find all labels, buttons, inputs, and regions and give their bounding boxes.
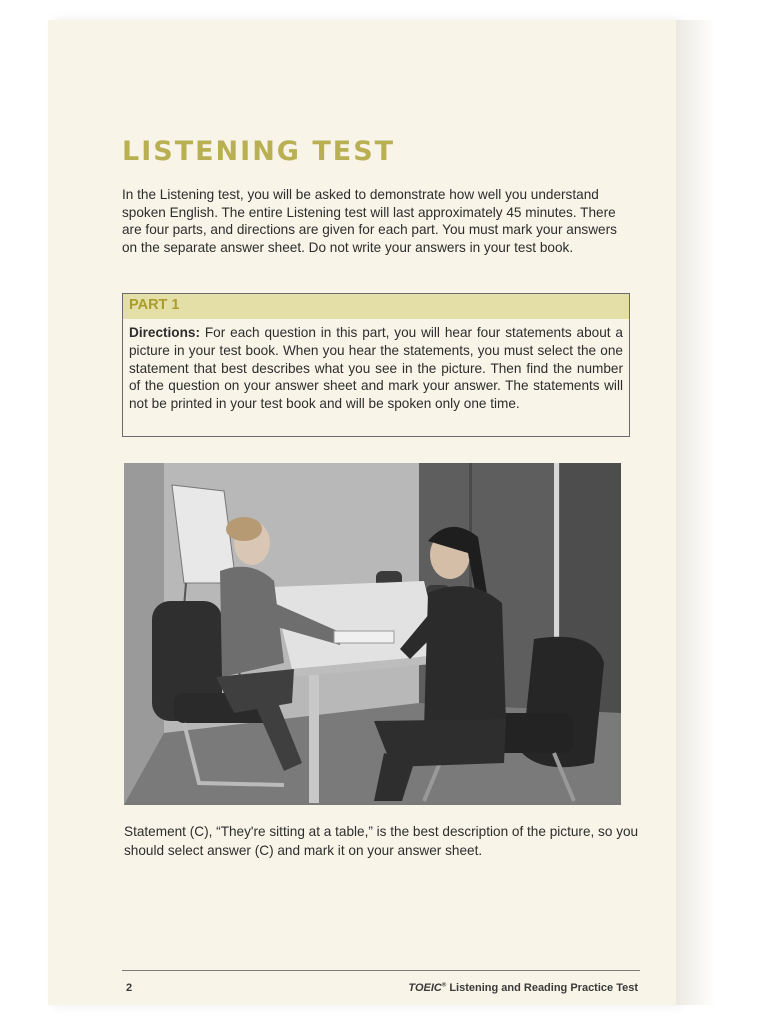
page-number: 2: [126, 982, 133, 994]
photo-caption: Statement (C), “They're sitting at a table,” is the best description of the picture, so you should select answer (C) and mark it on your answer sheet.: [124, 824, 639, 858]
page-title: LISTENING TEST: [122, 136, 396, 167]
directions-label: Directions:: [129, 325, 201, 340]
part1-directions: [123, 319, 629, 413]
directions-text: For each question in this part, you will hear four statements about a picture in your test book. When you hear the statements, you must select the one statement that best describes what you see in the picture. Then find the number of the question on your answer sheet and mark your answer. The statements will not be printed in your test book and will be spoken only one time.: [129, 325, 623, 412]
running-title-text: Listening and Reading Practice Test: [446, 982, 638, 994]
registered-mark: ®: [441, 982, 447, 989]
example-photo: [124, 463, 621, 805]
brand-name: TOEIC: [408, 982, 442, 994]
running-title: [408, 982, 638, 994]
part1-heading: PART 1: [123, 294, 629, 319]
footer-divider: [122, 970, 640, 971]
page-edge-shadow: [676, 20, 716, 1005]
part1-directions-box: [122, 293, 630, 437]
intro-paragraph: In the Listening test, you will be asked to demonstrate how well you understand spoken English. The entire Listening test will last approximately 45 minutes. There are four parts, and directions are given for each part. You must mark your answers on the separate answer sheet. Do not write your answers in your test book.: [122, 187, 617, 255]
